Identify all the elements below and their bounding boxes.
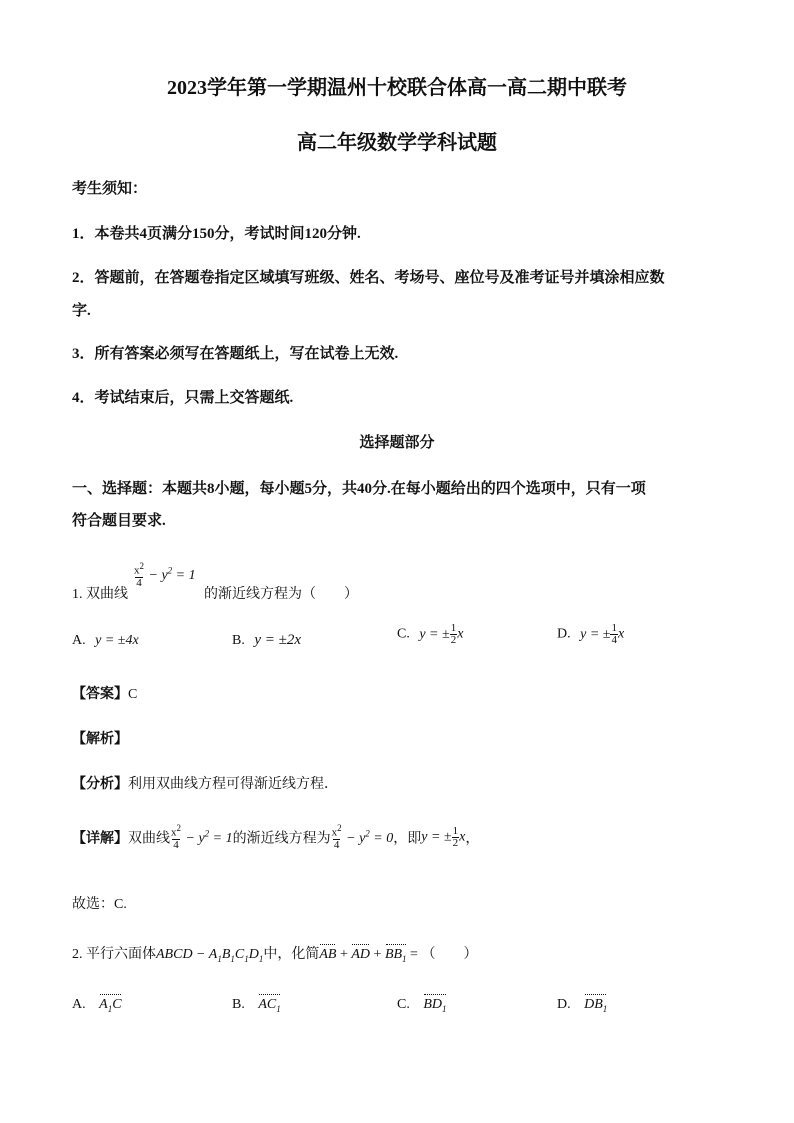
detail-text-a: 双曲线 <box>128 831 170 847</box>
notice-item-2-cont: 字. <box>72 303 91 319</box>
notice-item-1: 1．本卷共4页满分150分，考试时间120分钟. <box>72 226 361 242</box>
fenxi-tag: 【分析】 <box>72 777 128 792</box>
q2-prefix: 2. 平行六面体 <box>72 947 156 962</box>
notice-heading: 考生须知： <box>72 181 148 197</box>
fenxi-text: 利用双曲线方程可得渐近线方程． <box>128 777 338 792</box>
section-intro: 一、选择题：本题共8小题，每小题5分，共40分.在每小题给出的四个选项中，只有一项 <box>72 481 646 497</box>
q1-option-b-label: B. <box>232 633 245 648</box>
q1-option-d-label: D. <box>557 626 571 642</box>
q1-option-d[interactable]: D. y = ± $\frac{1}{4}$ x <box>557 622 625 646</box>
q2-option-c[interactable]: C. $BD_1$ <box>397 997 447 1014</box>
exam-subtitle: 高二年级数学学科试题 <box>297 132 497 154</box>
q2-option-a[interactable]: A. $A_1C$ <box>72 997 122 1014</box>
q1-fenxi <box>72 773 338 793</box>
notice-item-4: 4．考试结束后，只需上交答题纸. <box>72 390 294 406</box>
q1-option-a-label: A. <box>72 633 86 648</box>
q1-answer <box>72 683 137 703</box>
q2-suffix: （ ） <box>421 947 478 962</box>
q2-option-d[interactable]: D. $DB_1$ <box>557 997 608 1014</box>
exam-title: 2023学年第一学期温州十校联合体高一高二期中联考 <box>167 77 627 99</box>
q2-option-c-label: C. <box>397 997 410 1012</box>
q1-choose: 故选：C. <box>72 897 127 912</box>
section-intro-cont: 符合题目要求. <box>72 513 166 529</box>
q1-detail: 【详解】双曲线 $\frac{x^2}{4}$ − $y^2 = 1$的渐近线方程为 $\frac{x^2}{4}$ − $y^2 = 0$，即y = ± $\frac{1}{2}$ x， <box>72 823 480 851</box>
q1-option-a[interactable]: A. y = ±4x <box>72 633 139 648</box>
q1-option-c[interactable]: C. y = ± $\frac{1}{2}$ x <box>397 622 464 646</box>
detail-text-c: ，即 <box>393 831 422 847</box>
q2-mid: 中，化简 <box>263 947 320 962</box>
detail-text-b: 的渐近线方程为 <box>232 831 331 847</box>
q1-option-b[interactable]: B. y = ±2x <box>232 632 302 648</box>
q2-option-d-label: D. <box>557 997 571 1012</box>
analysis-tag: 【解析】 <box>72 732 128 747</box>
detail-tag: 【详解】 <box>72 831 128 847</box>
section-heading: 选择题部分 <box>359 435 435 451</box>
q1-option-c-label: C. <box>397 626 410 642</box>
answer-tag: 【答案】 <box>72 687 128 702</box>
q2-stem: 2. 平行六面体ABCD − $A_1B_1C_1D_1$中，化简AB + AD + $BB_1$ = （ ） <box>72 947 478 964</box>
q2-option-b[interactable]: B. $AC_1$ <box>232 997 281 1014</box>
q1-equation: $\frac{x^2}{4}$ − $y^2 = 1$ <box>134 561 196 589</box>
notice-item-3: 3．所有答案必须写在答题纸上，写在试卷上无效. <box>72 346 399 362</box>
notice-item-2: 2．答题前，在答题卷指定区域填写班级、姓名、考场号、座位号及准考证号并填涂相应数 <box>72 270 665 286</box>
q2-option-a-label: A. <box>72 997 86 1012</box>
q1-suffix: 的渐近线方程为（ ） <box>204 587 358 602</box>
answer-value: C <box>128 687 138 702</box>
q2-option-b-label: B. <box>232 997 245 1012</box>
q1-prefix: 1. 双曲线 <box>72 587 128 602</box>
detail-text-d: ， <box>465 831 480 847</box>
